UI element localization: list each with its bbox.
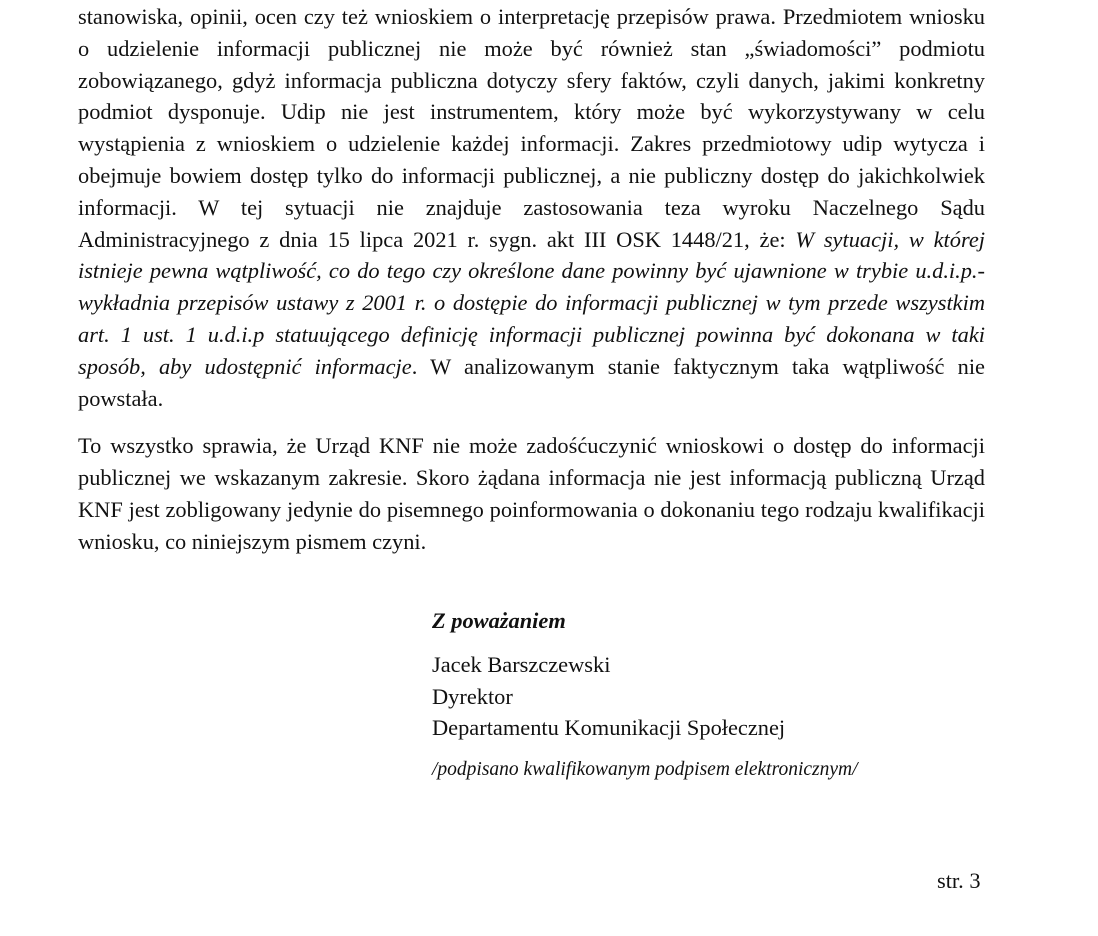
paragraph-text: stanowiska, opinii, ocen czy też wnioskiem o interpretację przepisów prawa. Przedmiotem wniosku o udzielenie informacji publicznej nie może być również stan „świadomości” podmiotu zobowiązanego, gdyż informacja publiczna dotyczy sfery faktów, czyli danych, jakimi konkretny podmiot dysponuje. Udip nie jest instrumentem, który może być wykorzystywany w celu wystąpienia z wnioskiem o udzielenie każdej informacji. Zakres przedmiotowy udip wytycza i obejmuje bowiem dostęp tylko do informacji publicznej, a nie publiczny dostęp do jakichkolwiek informacji. W tej sytuacji nie znajduje zastosowania teza wyroku Naczelnego Sądu Administracyjnego z dnia 15 lipca 2021 r. sygn. akt III OSK 1448/21, że: — [78, 4, 985, 252]
paragraph-legal-reasoning — [78, 1, 985, 414]
signatory-department: Departamentu Komunikacji Społecznej — [432, 715, 786, 740]
paragraph-conclusion: To wszystko sprawia, że Urząd KNF nie może zadośćuczynić wnioskowi o dostęp do informacji publicznej we wskazanym zakresie. Skoro żądana informacja nie jest informacją publiczną Urząd KNF jest zobligowany jedynie do pisemnego poinformowania o dokonaniu tego rodzaju kwalifikacji wniosku, co niniejszym pismem czyni. — [78, 433, 985, 554]
page-number: str. 3 — [937, 868, 981, 893]
paragraph-text-end: . W analizowanym stanie faktycznym taka wątpliwość nie powstała. — [78, 353, 985, 411]
document-page — [78, 0, 985, 558]
court-ruling-quote: W sytuacji, w której istnieje pewna wątpliwość, co do tego czy określone dane powinny być ujawnione w trybie u.d.i.p.- wykładnia przepisów ustawy z 2001 r. o dostępie do informacji publicznej w tym przede wszystkim art. 1 ust. 1 u.d.i.p statuującego definicję informacji publicznej powinna być dokonana w taki sposób, aby udostępnić informacje — [78, 226, 986, 379]
electronic-signature-note: /podpisano kwalifikowanym podpisem elektronicznym/ — [432, 758, 858, 780]
signatory-name: Jacek Barszczewski — [432, 652, 611, 677]
signatory-title: Dyrektor — [432, 683, 513, 709]
signature-block — [432, 604, 1032, 803]
signature-greeting: Z poważaniem — [432, 608, 566, 633]
